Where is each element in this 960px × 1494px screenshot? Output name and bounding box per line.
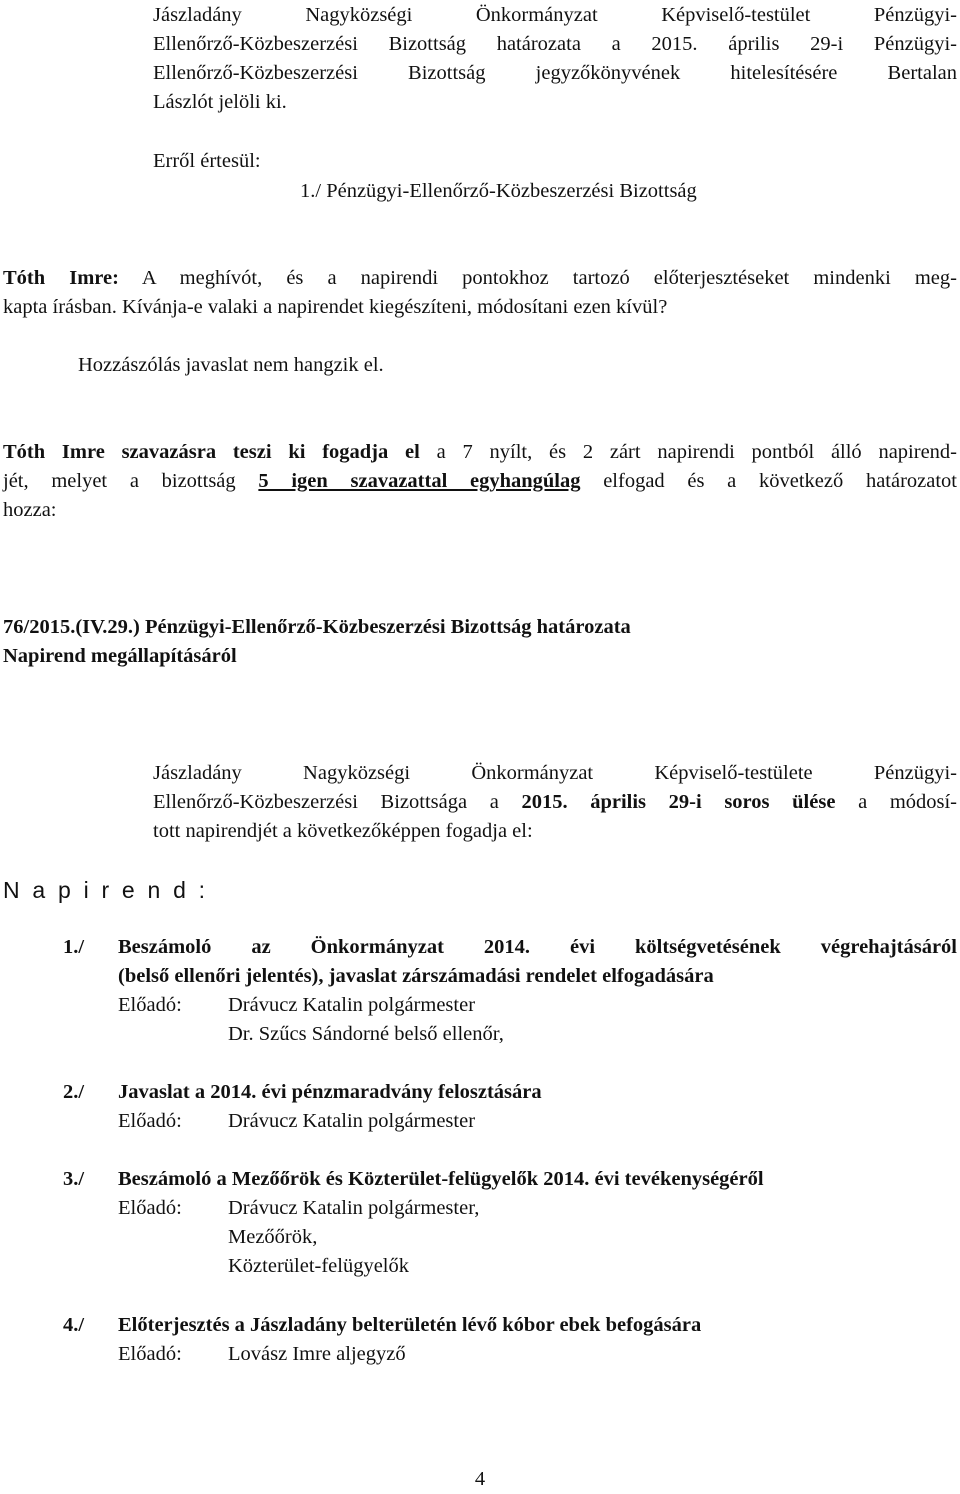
text-line: Ellenőrző-Közbeszerzési Bizottság jegyzőkönyvének hitelesítésére Bertalan [153,62,957,84]
text-span: Ellenőrző-Közbeszerzési Bizottsága a [153,791,522,813]
presenter-label: Előadó: [118,1343,182,1365]
resolution-subject: Napirend megállapításáról [3,645,237,667]
presenter-label: Előadó: [118,994,182,1016]
presenter: Drávucz Katalin polgármester, [228,1197,480,1219]
text-span: elfogad és a következő határozatot [580,470,957,492]
resolution-title [3,613,957,671]
agenda-item-number: 2./ [63,1081,85,1103]
agenda-item-body [118,1311,957,1369]
text-line: Ellenőrző-Közbeszerzési Bizottság határozata a 2015. április 29-i Pénzügyi- [153,33,957,55]
presenter: Drávucz Katalin polgármester [228,1110,476,1132]
agenda-item-body [118,1078,957,1136]
session-date: 2015. április 29-i soros ülése [521,791,836,813]
presenter-line [118,1107,957,1136]
agenda-item-number: 3./ [63,1168,85,1190]
text-line [153,788,957,817]
presenter: Mezőőrök, [228,1226,318,1248]
opening-resolution-text [153,1,957,117]
presenter: Közterület-felügyelők [228,1255,410,1277]
no-comment-note: Hozzászólás javaslat nem hangzik el. [78,354,384,376]
agenda-item-number: 1./ [63,936,85,958]
resolution-number: 76/2015.(IV.29.) Pénzügyi-Ellenőrző-Közbeszerzési Bizottság határozata [3,616,631,638]
text-line [3,467,957,496]
text-line: Lászlót jelöli ki. [153,91,287,113]
presenter: Drávucz Katalin polgármester [228,994,476,1016]
presenter: Lovász Imre aljegyző [228,1343,406,1365]
presenter-label: Előadó: [118,1110,182,1132]
agenda-item-title: (belső ellenőri jelentés), javaslat zárszámadási rendelet elfogadására [118,965,714,987]
agenda-item-body [118,933,957,1049]
text-line [3,264,957,293]
presenter-line [118,1020,957,1049]
agenda-item-number: 4./ [63,1314,85,1336]
presenter: Dr. Szűcs Sándorné belső ellenőr, [228,1023,504,1045]
page-number: 4 [474,1468,486,1490]
text-span: jét, melyet a bizottság [3,470,259,492]
text-line [3,438,957,467]
text-line: Jászladány Nagyközségi Önkormányzat Képviselő-testület Pénzügyi- [153,4,957,26]
text-line: hozza: [3,499,57,521]
text-line: Jászladány Nagyközségi Önkormányzat Képviselő-testülete Pénzügyi- [153,762,957,784]
presenter-line [118,991,957,1020]
text-line: tott napirendjét a következőképpen fogadja el: [153,820,533,842]
resolution-text [153,759,957,846]
notify-item: 1./ Pénzügyi-Ellenőrző-Közbeszerzési Bizottság [300,180,697,202]
presenter-line [118,1340,957,1369]
vote-bold: Tóth Imre szavazásra teszi ki fogadja el [3,441,420,463]
agenda-item-title: Beszámoló a Mezőőrök és Közterület-felügyelők 2014. évi tevékenységéről [118,1168,764,1190]
agenda-heading: N a p i r e n d : [3,877,209,903]
agenda-item-title: Beszámoló az Önkormányzat 2014. évi költségvetésének végrehajtásáról [118,936,957,958]
speaker-name: Tóth Imre: [3,267,119,289]
text-span: A meghívót, és a napirendi pontokhoz tartozó előterjesztéseket mindenki meg- [118,267,957,289]
text-span: a 7 nyílt, és 2 zárt napirendi pontból álló napirend- [419,441,958,463]
presenter-line [118,1223,957,1252]
agenda-item-body [118,1165,957,1281]
agenda-item-title: Előterjesztés a Jászladány belterületén lévő kóbor ebek befogására [118,1314,702,1336]
presenter-line [118,1252,957,1281]
chair-statement [3,264,957,322]
vote-paragraph [3,438,957,525]
presenter-label: Előadó: [118,1197,182,1219]
presenter-line [118,1194,957,1223]
notify-label: Erről értesül: [153,150,261,172]
text-line: kapta írásban. Kívánja-e valaki a napirendet kiegészíteni, módosítani ezen kívül? [3,296,668,318]
vote-result: 5 igen szavazattal egyhangúlag [258,470,581,492]
text-span: a módosí- [835,791,958,813]
agenda-item-title: Javaslat a 2014. évi pénzmaradvány felosztására [118,1081,542,1103]
